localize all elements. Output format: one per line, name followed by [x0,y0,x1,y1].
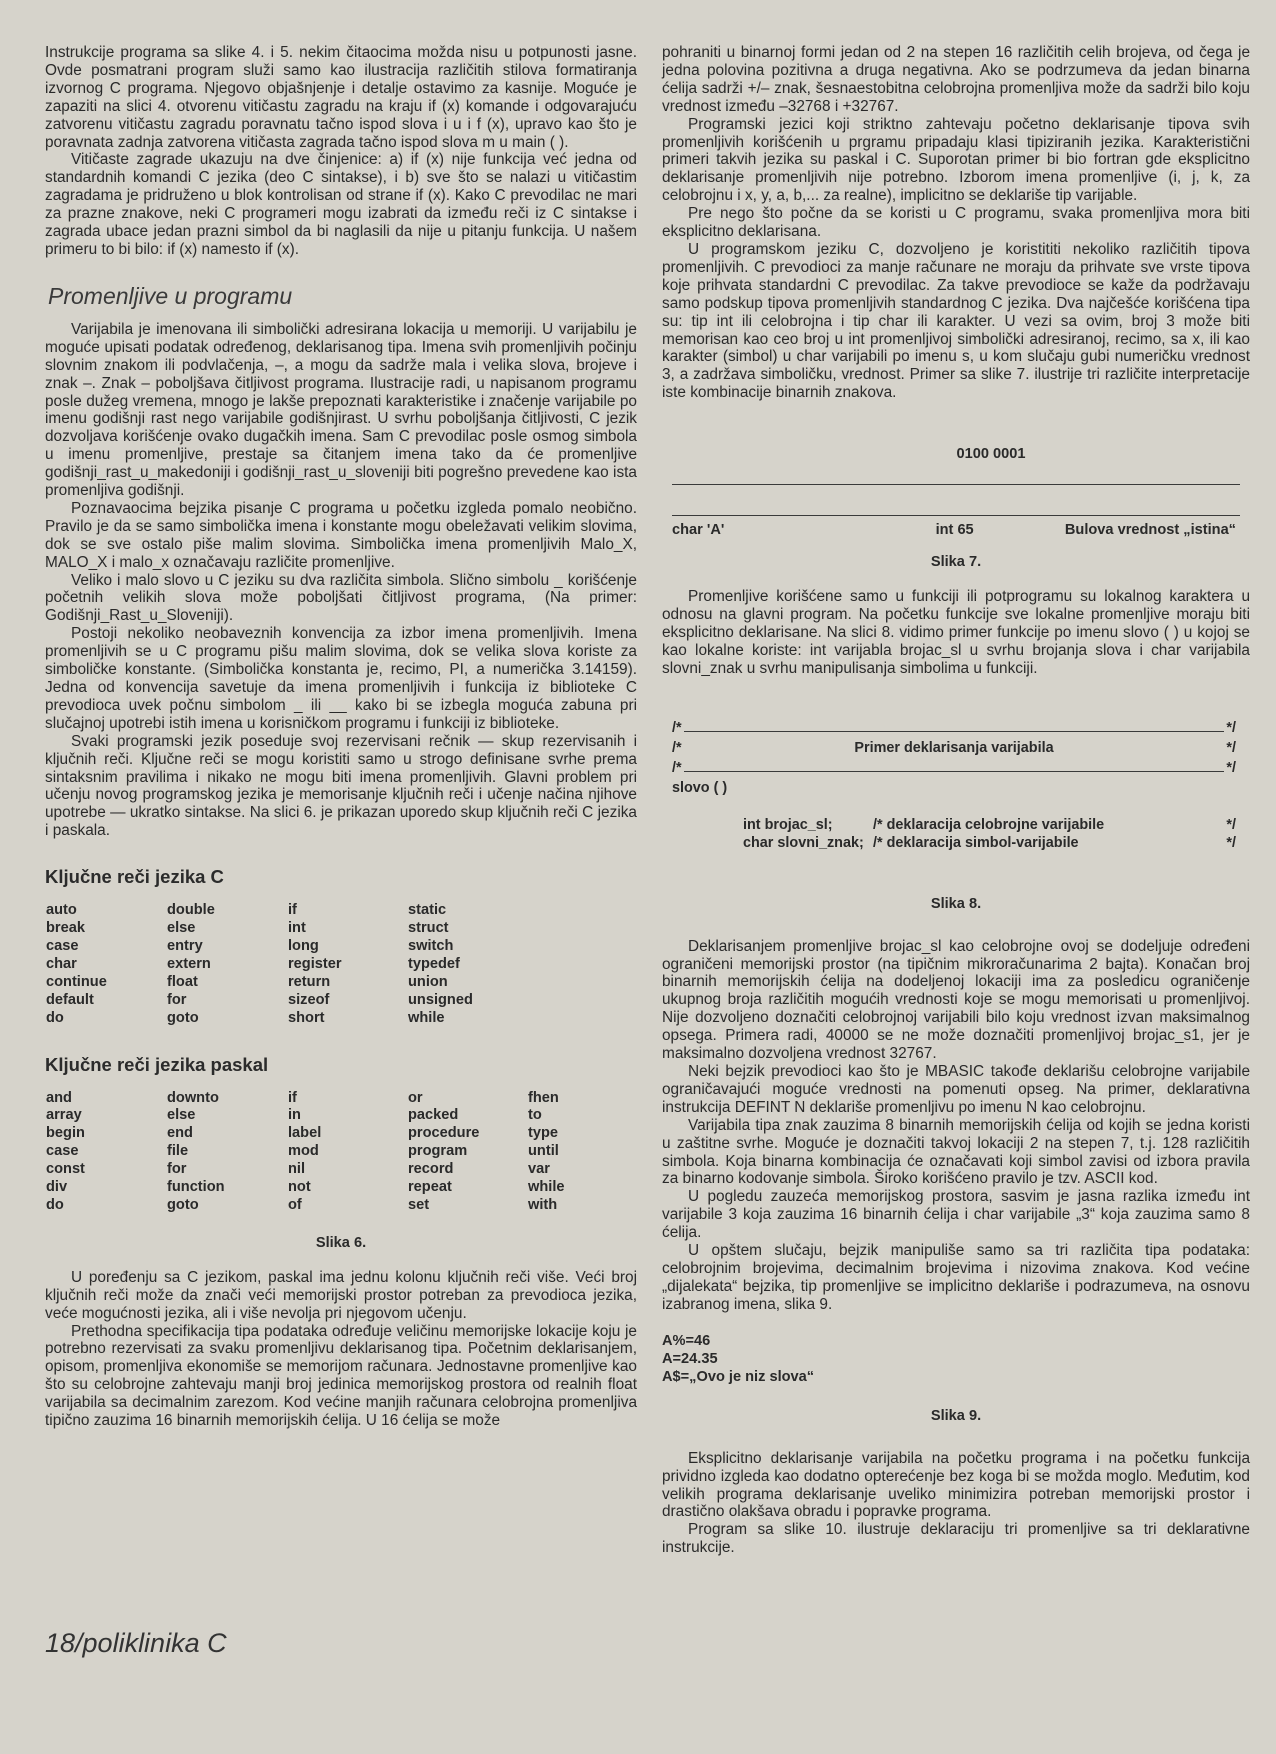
paragraph: Neki bejzik prevodioci kao što je MBASIC takođe deklarišu celobrojne varijabile ograničavajući moguće vrednosti na pomenuti opseg. Na primer, deklarativna instrukcija DEFINT N deklariše promenljivu po imenu N kao celobrojnu. [662,1063,1250,1116]
figure-8-decl-1: int brojac_sl; /* deklaracija celobrojne varijabile */ [743,816,1236,833]
keyword-cell: array [46,1107,82,1124]
keyword-cell: typedef [408,955,460,972]
c-keywords-table [46,902,528,1027]
keyword-cell: extern [167,955,211,972]
keyword-row [46,1161,608,1179]
keyword-cell: and [46,1089,72,1106]
keyword-cell: else [167,920,196,937]
keyword-cell: break [46,920,85,937]
paragraph: Eksplicitno deklarisanje varijabila na početku programa i na početku funkcija prividno izgleda kao dodatno opterećenje bez koga bi se možda moglo. Međutim, kod velikih programa deklarisanje uveliko minimizira potreban memorijski prostor i drastično olakšava obradu i popravke programa. [662,1449,1250,1521]
paragraph: Deklarisanjem promenljive brojac_sl kao celobrojne ovoj se dodeljuje određeni ograničeni memorijski prostor (na tipičnim mikroračunarima 2 bajta). Konačan broj binarnih memorijskih ćelija na dodeljenoj lokaciji ima za posledicu ograničenje ukupnog broja različitih mogućih vrednosti koje se mogu memorisati u promenljivoj. Nije dozvoljeno doznačiti celobrojnoj varijabili bilo koju vrednost izvan maksimalnog opsega. Primera radi, 40000 se ne može doznačiti promenljivoj brojac_s1, jer je maksimalno dozvoljena vrednost 32767. [662,937,1250,1063]
keyword-cell: set [408,1196,430,1213]
figure-7-bool: Bulova vrednost „istina“ [1064,522,1236,539]
keyword-cell: return [288,973,331,990]
keyword-row [46,956,528,974]
section-title: Promenljive u programu [48,282,293,309]
keyword-cell: static [408,902,447,919]
keyword-cell: in [288,1107,301,1124]
keyword-cell: if [288,902,297,919]
keyword-cell: div [46,1179,68,1196]
figure-8-function: slovo ( ) [672,779,728,796]
keyword-cell: record [408,1161,454,1178]
figure-8-title: Primer deklarisanja varijabila [854,739,1054,756]
keyword-cell: if [288,1089,297,1106]
keyword-cell: switch [408,937,454,954]
keyword-cell: end [167,1125,193,1142]
keyword-row [46,902,528,920]
keyword-cell: case [46,1143,79,1160]
paragraph: Program sa slike 10. ilustruje deklaraciju tri promenljive sa tri deklarativne instrukcije. [662,1521,1250,1557]
keyword-cell: fhen [528,1089,559,1106]
figure-7-rule [672,484,1240,485]
keyword-row [46,1090,608,1108]
keyword-cell: goto [167,1009,199,1026]
keyword-cell: auto [46,902,77,919]
paragraph: pohraniti u binarnoj formi jedan od 2 na stepen 16 različitih celih brojeva, od čega je jedna polovina pozitivna a druga negativna. Ako se podrzumeva da jedan binarna ćelija sadrži +/– znak, šesnaestobitna celobrojna promenljiva može da sadrži bilo koju vrednost između –32768 i +32767. [662,44,1250,115]
keyword-cell: procedure [408,1125,480,1142]
paragraph: Vitičaste zagrade ukazuju na dve činjenice: a) if (x) nije funkcija već jedna od standardnih komandi C jezika (deo C sintakse), i b) sve što se nalazi u vitičastim zagradama je pridruženo u blok kontrolisan od strane if (x). Kako C prevodilac ne mari za prazne znakove, neki C programeri mogu izabrati da između reči iz C sintakse i zagrada ubace jedan prazni simbol da bi naglasili da nije u pitanju funkcija. U našem primeru to bi bilo: if (x) namesto if (x). [45,151,637,258]
figure-7-rule [672,515,1240,516]
keyword-cell: unsigned [408,991,473,1008]
figure-9 [662,1332,1250,1386]
keyword-cell: repeat [408,1179,452,1196]
keyword-cell: while [528,1179,565,1196]
page-footer: 18/poliklinika C [45,1628,227,1658]
keyword-cell: do [46,1009,64,1026]
paragraph: Pre nego što počne da se koristi u C programu, svaka promenljiva mora biti eksplicitno deklarisana. [662,205,1250,241]
keyword-row [46,1143,608,1161]
keyword-cell: int [288,920,306,937]
keyword-cell: long [288,937,319,954]
keyword-row [46,1107,608,1125]
keyword-cell: goto [167,1196,199,1213]
paragraph: Svaki programski jezik poseduje svoj rezervisani rečnik — skup rezervisanih i ključnih reči. Ključne reči se mogu koristiti samo u strogo definisane svrhe prema sintaksnim pravilima i nikako ne mogu biti imena promenljivih. Glavni problem pri učenju novog programskog jezika je memorisanje ključnih reči i učenje načina njihove upotrebe — ukratko sintakse. Na slici 6. je prikazan uporedo skup ključnih reči C jezika i paskala. [45,732,637,840]
keyword-row [46,992,528,1010]
paragraph: Instrukcije programa sa slike 4. i 5. nekim čitaocima možda nisu u potpunosti jasne. Ovde posmatrani program služi samo kao ilustracija različitih stilova formatiranja izvornog C programa. Njegovo objašnjenje i detalje ostavimo za kasnije. Moguće je zapaziti na slici 4. otvorenu vitičastu zagradu na kraju if (x) komande i odgovarajuću zatvorenu vitičastu zagradu poravnatu tačno ispod slova i u i f (x), upravo kao što je poravnata zadnja zatvorena vitičasta zagrada tačno ispod slova m u main ( ). [45,44,637,151]
figure-9-caption: Slika 9. [930,1407,982,1424]
keyword-cell: begin [46,1125,85,1142]
figure-8-comment-line: /* */ [672,719,1236,736]
keyword-cell: register [288,955,342,972]
keyword-cell: with [528,1196,558,1213]
paragraph: Varijabila tipa znak zauzima 8 binarnih memorijskih ćelija od kojih se jedna koristi u zaštitne svrhe. Moguće je doznačiti takvoj lokaciji 2 na stepen 7, t.j. 128 različitih simbola. Koja binarna kombinacija će označavati koji simbol zavisi od izbora pravila za binarno kodovanje simbola. Široko korišćeno pravilo je tzv. ASCII kod. [662,1116,1250,1188]
pascal-keywords-title: Ključne reči jezika paskal [45,1053,269,1075]
keyword-cell: for [167,991,187,1008]
keyword-cell: not [288,1179,311,1196]
figure-8-comment-line: /* */ [672,759,1236,776]
keyword-cell: union [408,973,448,990]
keyword-row [46,920,528,938]
left-column [45,44,637,1430]
keyword-cell: short [288,1009,325,1026]
figure-8-caption: Slika 8. [930,895,982,912]
figure-9-line: A%=46 [662,1332,711,1349]
paragraph: U programskom jeziku C, dozvoljeno je koristititi nekoliko različitih tipova promenljivih. C prevodioci za manje računare ne moraju da prihvate sve vrste tipova koje prihvata standardni C prevodilac. Za takve prevodioce se kaže da podržavaju samo podskup tipova promenljivih standardnog C jezika. Dva najčešće korišćena tipa su: tip int ili celobrojna i tip char ili karakter. U vezi sa ovim, broj 3 može biti memorisan kao ceo broj u int promenljivoj simbolički adresiranoj, recimo, sa x, ili kao karakter (simbol) u char varijabili po imenu s, u kom slučaju gubi numeričku vrednost 3, a zadržava simboličku, vrednost. Primer sa slike 7. ilustrije tri različite interpretacije iste kombinacije binarnih znakova. [662,240,1250,402]
keyword-cell: struct [408,920,449,937]
paragraph: Promenljive korišćene samo u funkciji ili potprogramu su lokalnog karaktera u odnosu na glavni program. Na početku funkcije sve lokalne promenljive moraju biti eksplicitno deklarisane. Na slici 8. vidimo primer funkcije po imenu slovo ( ) u kojoj se kao lokalne koriste: int varijabla brojac_sl u svrhu brojanja slova i char varijabila slovni_znak u svrhu manipulisanja simbolima u funkciji. [662,588,1250,677]
keyword-cell: program [408,1143,468,1160]
keyword-cell: case [46,937,79,954]
keyword-cell: char [46,955,77,972]
keyword-cell: var [528,1161,550,1178]
keyword-cell: do [46,1196,64,1213]
keyword-row [46,974,528,992]
keyword-cell: packed [408,1107,459,1124]
figure-8-decl-2: char slovni_znak; /* deklaracija simbol-varijabile */ [743,834,1236,851]
figure-9-line: A=24.35 [662,1350,718,1367]
paragraph: Varijabila je imenovana ili simbolički adresirana lokacija u memoriji. U varijabilu je moguće upisati podatak određenog, deklarisanog tipa. Imena svih promenljivih počinju slovnim znakom ili podvlačenja, –, a mogu da sadrže mala i velika slova, brojeve i znak –. Znak – poboljšava čitljivost programa. Ilustracije radi, u napisanom programu posle dužeg vremena, mnogo je lakše prepoznati karakteristike i značenje varijabile po imenu godišnji rast nego varijabile godišnjirast. U svrhu poboljšanja čitljivosti, C jezik dozvoljava korišćenje ovako dugačkih imena. Sam C prevodilac posle osmog simbola u imenu promenljive, prestaje sa čitanjem imena tako da će promenljive godišnji_rast_u_makedoniji i godišnji_rast_u_sloveniji biti pogrešno prevedene kao ista promenljiva godišnji. [45,320,637,500]
figure-7 [662,446,1250,570]
paragraph: U opštem slučaju, bejzik manipuliše samo sa tri različita tipa podataka: celobrojnim brojevima, decimalnim brojevima i nizovima znakova. Kod većine „dijalekata“ bejzika, tip promenljive se implicitno deklariše i podrazumeva, na osnovu izabranog imena, slika 9. [662,1242,1250,1313]
figure-7-interpretations [672,522,1236,538]
c-keywords-title: Ključne reči jezika C [45,866,224,888]
keyword-row [46,1125,608,1143]
keyword-cell: default [46,991,94,1008]
paragraph: U pogledu zauzeća memorijskog prostora, sasvim je jasna razlika između int varijabile 3 koja zauzima 16 binarnih ćelija i char varijabile „3“ koja zauzima samo 8 ćelija. [662,1188,1250,1242]
keyword-cell: of [288,1196,302,1213]
keyword-cell: mod [288,1143,319,1160]
paragraph: Poznavaocima bejzika pisanje C programa u početku izgleda pomalo neobično. Pravilo je da se samo simbolička imena i konstante mogu obeležavati velikim slovima, dok se sve ostalo piše malim slovima. Simbolička imena promenljivih Malo_X, MALO_X i malo_x označavaju različite promenljive. [45,499,637,571]
keyword-cell: for [167,1161,187,1178]
keyword-cell: while [408,1009,445,1026]
keyword-cell: nil [288,1161,306,1178]
keyword-cell: function [167,1179,225,1196]
keyword-row [46,938,528,956]
keyword-row [46,1179,608,1197]
keyword-row [46,1010,528,1028]
figure-9-line: A$=„Ovo je niz slova“ [662,1368,815,1385]
figure-7-bits: 0100 0001 [956,446,1026,463]
pascal-keywords-table [46,1090,608,1215]
keyword-cell: file [167,1143,189,1160]
keyword-cell: const [46,1161,85,1178]
paragraph: Postoji nekoliko neobaveznih konvencija za izbor imena promenljivih. Imena promenljivih se u C programu pišu malim slovima, dok se velika slova koriste za simboličke konstante. (Simbolička konstanta je, recimo, PI, a numerička 3.14159). Jedna od konvencija savetuje da imena promenljivih i funkcija iz biblioteke C prevodioca uvek počnu simbolom _ ili __ kako bi se izbegla moguća zabuna pri slučajnoj upotrebi istih imena u korisničkom programu i funkciji iz biblioteke. [45,625,637,732]
keyword-cell: else [167,1107,196,1124]
right-column [662,44,1250,1557]
keyword-cell: type [528,1125,559,1142]
keyword-cell: double [167,902,215,919]
keyword-cell: continue [46,973,107,990]
figure-8 [662,718,1250,852]
keyword-row [46,1197,608,1215]
figure-6-caption: Slika 6. [315,1234,367,1251]
keyword-cell: label [288,1125,322,1142]
keyword-cell: until [528,1143,559,1160]
keyword-cell: downto [167,1089,219,1106]
paragraph: Prethodna specifikacija tipa podataka određuje veličinu memorijske lokacije koju je potrebno rezervisati za svaku promenljivu deklarisanog tipa. Početnim deklarisanjem, opisom, promenljiva ekonomiše se memorijom računara. Jednostavne promenljive kao što su celobrojne zahtevaju manji broj jedinica memorijskog prostora od realnih float varijabila sa decimalnim zarezom. Kod većine manjih računara celobrojna promenljiva tipično zauzima 16 binarnih memorijskih ćelija. U 16 ćelija se može [45,1322,637,1430]
figure-7-caption: Slika 7. [930,554,982,571]
keyword-cell: float [167,973,198,990]
paragraph: Veliko i malo slovo u C jeziku su dva različita simbola. Slično simbolu _ korišćenje početnih velikih slova može poboljšati čitljivost programa, (Na primer: Godišnji_Rast_u_Sloveniji). [45,571,637,625]
keyword-cell: to [528,1107,542,1124]
keyword-cell: sizeof [288,991,330,1008]
keyword-cell: entry [167,937,203,954]
paragraph: U poređenju sa C jezikom, paskal ima jednu kolonu ključnih reči više. Veći broj ključnih reči može da znači veći memorijski prostor potreban za prevodioca jezika, veće mogućnosti jezika, ali i više nevolja pri njegovom učenju. [45,1268,637,1322]
paragraph: Programski jezici koji striktno zahtevaju početno deklarisanje tipova svih promenljivih korišćenih u prgramu pripadaju klasi tipiziranih jezika. Karakteristični primeri takvih jezika su paskal i C. Suporotan primer bi bio fortran gde eksplicitno deklarisanje promenljivih nije potrebno. Izborom imena promenljive (i, j, k, za celobrojnu i x, y, a, b,... za realne), implicitno se deklariše tip varijable. [662,115,1250,205]
keyword-cell: or [408,1089,423,1106]
figure-7-char: char 'A' [672,522,725,539]
figure-7-int: int 65 [935,522,974,539]
figure-8-title-line: /* Primer deklarisanja varijabila */ [672,739,1236,756]
